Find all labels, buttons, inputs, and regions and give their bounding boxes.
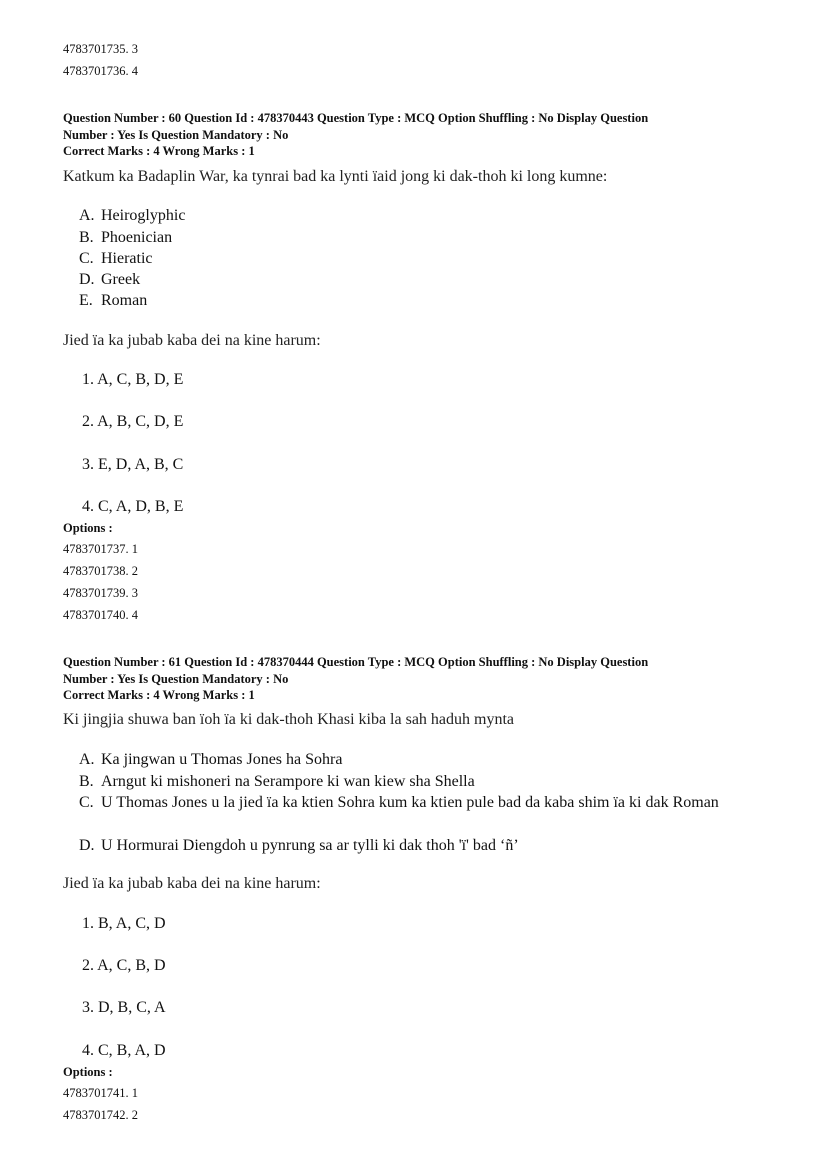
item-label: B.: [79, 229, 94, 246]
question-item: [79, 205, 185, 226]
option-id-line: 4783701741. 1: [63, 1086, 138, 1100]
item-label: D.: [79, 837, 95, 854]
item-text: Phoenician: [101, 229, 173, 246]
question-item: [79, 792, 769, 813]
answer-choice: 4. C, B, A, D: [82, 1042, 166, 1059]
question-item: [79, 771, 475, 792]
option-id-line: 4783701738. 2: [63, 564, 138, 578]
answer-choice: 1. A, C, B, D, E: [82, 371, 184, 388]
options-heading: Options :: [63, 1065, 113, 1079]
question-meta: [63, 110, 763, 160]
question-marks: Correct Marks : 4 Wrong Marks : 1: [63, 688, 255, 702]
question-meta-line: Question Number : 61 Question Id : 478370444 Question Type : MCQ Option Shuffling : No Display Question: [63, 655, 649, 669]
answer-choice: 1. B, A, C, D: [82, 915, 166, 932]
question-item: [79, 227, 172, 248]
option-id-line: 4783701737. 1: [63, 542, 138, 556]
answer-prompt: Jied ïa ka jubab kaba dei na kine harum:: [63, 875, 321, 892]
question-item: [79, 269, 140, 290]
item-text: U Thomas Jones u la jied ïa ka ktien Sohra kum ka ktien pule bad da kaba shim ïa ki dak Roman: [101, 794, 719, 811]
question-item: [79, 290, 147, 311]
item-text: Greek: [101, 271, 141, 288]
option-id-line: 4783701739. 3: [63, 586, 138, 600]
question-item: [79, 835, 519, 856]
item-label: B.: [79, 773, 94, 790]
item-label: A.: [79, 751, 95, 768]
item-label: C.: [79, 794, 94, 811]
answer-choice: 2. A, C, B, D: [82, 957, 166, 974]
item-text: Arngut ki mishoneri na Serampore ki wan kiew sha Shella: [101, 773, 475, 790]
item-text: Heiroglyphic: [101, 207, 186, 224]
question-marks: Correct Marks : 4 Wrong Marks : 1: [63, 144, 255, 158]
option-id-line: 4783701735. 3: [63, 42, 138, 56]
answer-choice: 3. E, D, A, B, C: [82, 456, 184, 473]
item-label: C.: [79, 250, 94, 267]
item-text: Hieratic: [101, 250, 153, 267]
answer-choice: 2. A, B, C, D, E: [82, 413, 184, 430]
item-label: E.: [79, 292, 93, 309]
question-item: [79, 248, 153, 269]
question-item: [79, 749, 342, 770]
question-meta-line: Question Number : 60 Question Id : 478370443 Question Type : MCQ Option Shuffling : No Display Question: [63, 111, 649, 125]
answer-choice: 4. C, A, D, B, E: [82, 498, 184, 515]
option-id-line: 4783701736. 4: [63, 64, 138, 78]
question-meta-line: Number : Yes Is Question Mandatory : No: [63, 127, 289, 142]
question-text: Katkum ka Badaplin War, ka tynrai bad ka lynti ïaid jong ki dak-thoh ki long kumne:: [63, 168, 608, 185]
item-text: U Hormurai Diengdoh u pynrung sa ar tylli ki dak thoh 'ï' bad ‘ñ’: [101, 837, 519, 854]
question-meta-line: Number : Yes Is Question Mandatory : No: [63, 671, 289, 686]
item-text: Roman: [101, 292, 148, 309]
answer-choice: 3. D, B, C, A: [82, 999, 166, 1016]
item-label: D.: [79, 271, 95, 288]
question-text: Ki jingjia shuwa ban ïoh ïa ki dak-thoh Khasi kiba la sah haduh mynta: [63, 711, 515, 728]
option-id-line: 4783701740. 4: [63, 608, 138, 622]
options-heading: Options :: [63, 521, 113, 535]
item-text: Ka jingwan u Thomas Jones ha Sohra: [101, 751, 343, 768]
item-label: A.: [79, 207, 95, 224]
question-meta: [63, 654, 763, 704]
option-id-line: 4783701742. 2: [63, 1108, 138, 1122]
answer-prompt: Jied ïa ka jubab kaba dei na kine harum:: [63, 332, 321, 349]
